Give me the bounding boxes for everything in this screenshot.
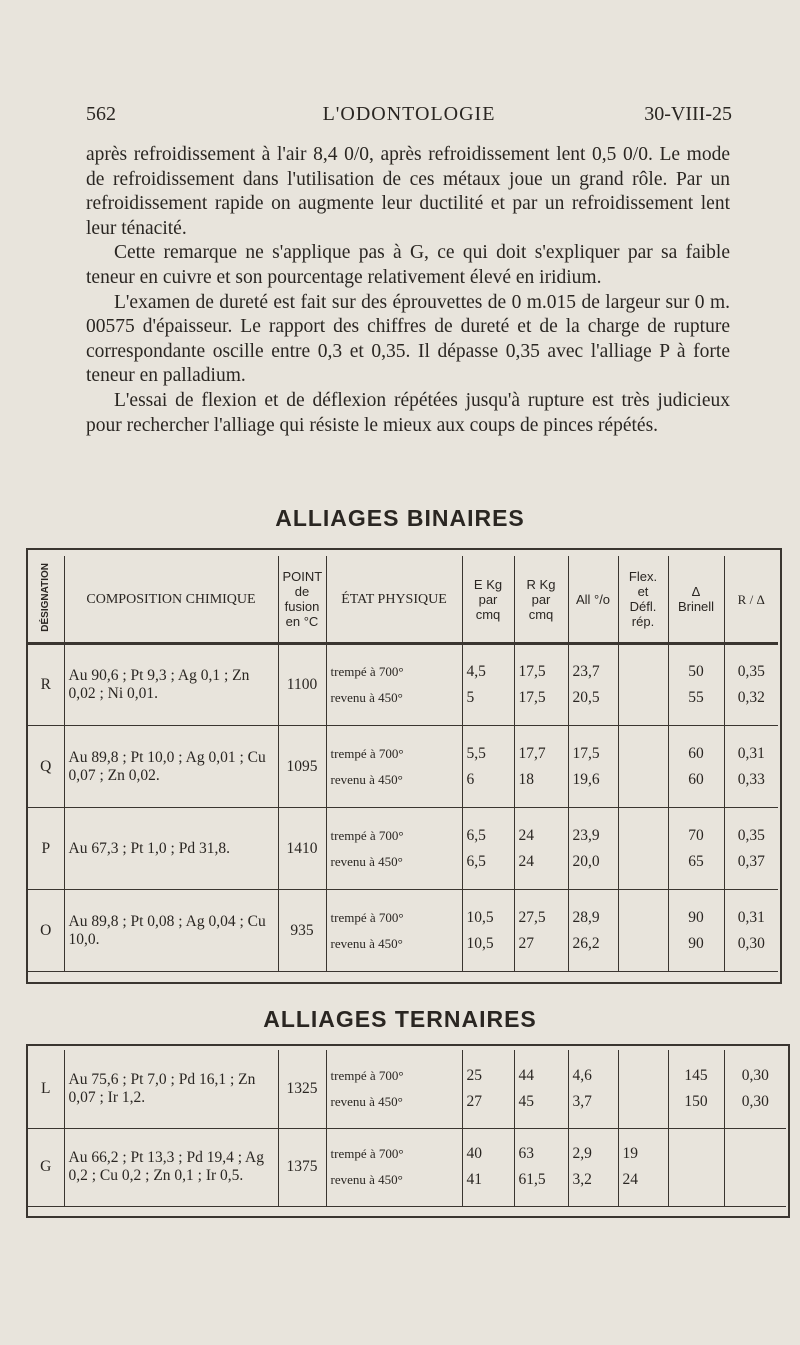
- brinell-cell-value: 55: [688, 689, 704, 706]
- e-cell: [462, 808, 514, 890]
- composition-cell: Au 75,6 ; Pt 7,0 ; Pd 16,1 ; Zn 0,07 ; Ir 1,2.: [64, 1050, 278, 1128]
- ratio-cell-value: 0,32: [737, 689, 765, 706]
- fusion-cell: 1375: [278, 1128, 326, 1206]
- all-cell-value: 4,6: [572, 1066, 592, 1084]
- header-etat: ÉTAT PHYSIQUE: [326, 556, 462, 644]
- flex-cell-value: [623, 905, 664, 931]
- table-row: [28, 808, 778, 890]
- header-r: R Kg par cmq: [514, 556, 568, 644]
- r-cell: [514, 1128, 568, 1206]
- header-ratio: R / Δ: [724, 556, 778, 644]
- etat-cell-value: trempé à 700°: [330, 827, 404, 843]
- etat-cell-value: revenu à 450°: [330, 935, 403, 951]
- ratio-cell-value: 0,30: [741, 1092, 769, 1110]
- header-all: All °/o: [568, 556, 618, 644]
- all-cell-value: 20,5: [572, 689, 600, 706]
- all-cell: [568, 890, 618, 972]
- etat-cell-value: revenu à 450°: [330, 853, 403, 869]
- designation-cell: R: [28, 644, 64, 726]
- ratio-cell-value: 0,35: [737, 826, 765, 844]
- e-cell-value: 40: [466, 1145, 482, 1162]
- designation-cell: O: [28, 890, 64, 972]
- e-cell-value: 6: [466, 770, 475, 788]
- flex-cell-value: [623, 685, 664, 711]
- brinell-cell-value: [673, 1167, 720, 1193]
- all-cell-value: 23,7: [572, 663, 600, 680]
- table-binaires: [28, 556, 778, 972]
- ratio-cell-value: 0,31: [737, 908, 765, 926]
- table-row: [28, 726, 778, 808]
- paragraph: L'essai de flexion et de déflexion répétées jusqu'à rupture est très judicieux pour rechercher l'alliage qui résiste le mieux aux coups de pinces répétés.: [86, 389, 730, 436]
- all-cell-value: 20,0: [572, 852, 600, 870]
- composition-cell: Au 67,3 ; Pt 1,0 ; Pd 31,8.: [64, 808, 278, 890]
- table-row: [28, 1050, 786, 1128]
- etat-cell: [326, 644, 462, 726]
- ratio-cell: [724, 890, 778, 972]
- r-cell-value: 24: [518, 852, 534, 870]
- issue-date: 30-VIII-25: [644, 103, 732, 125]
- all-cell: [568, 644, 618, 726]
- brinell-cell: [668, 644, 724, 726]
- body-text: [86, 143, 730, 438]
- all-cell: [568, 726, 618, 808]
- flex-cell-value: 19: [622, 1145, 638, 1162]
- brinell-cell-value: 90: [688, 934, 704, 952]
- e-cell-value: 6,5: [466, 826, 486, 844]
- e-cell: [462, 1128, 514, 1206]
- all-cell-value: 19,6: [572, 770, 600, 788]
- ratio-cell-value: 0,33: [737, 770, 765, 788]
- e-cell: [462, 644, 514, 726]
- brinell-cell-value: 60: [688, 770, 704, 788]
- header-fusion: POINT de fusion en °C: [278, 556, 326, 644]
- brinell-cell-value: 65: [688, 852, 704, 870]
- e-cell-value: 25: [466, 1066, 482, 1084]
- ratio-cell-value: 0,30: [741, 1066, 769, 1084]
- r-cell-value: 45: [518, 1092, 534, 1110]
- ratio-cell-value: 0,35: [737, 663, 765, 680]
- e-cell-value: 4,5: [466, 663, 486, 680]
- etat-cell-value: revenu à 450°: [330, 690, 403, 705]
- all-cell-value: 28,9: [572, 908, 600, 926]
- header-flex: Flex. et Défl. rép.: [618, 556, 668, 644]
- flex-cell-value: [623, 849, 664, 875]
- etat-cell-value: revenu à 450°: [330, 771, 403, 787]
- flex-cell-value: 24: [622, 1171, 638, 1188]
- all-cell: [568, 1128, 618, 1206]
- paragraph: après refroidissement à l'air 8,4 0/0, après refroidissement lent 0,5 0/0. Le mode de refroidissement dans l'utilisation de ces métaux joue un grand rôle. Par un refroidissement rapide on augmente leur ductilité et par un refroidissement lent leur ténacité.: [86, 144, 730, 239]
- all-cell-value: 3,7: [572, 1092, 592, 1110]
- ratio-cell-value: [729, 1167, 783, 1193]
- flex-cell: [618, 1050, 668, 1128]
- r-cell: [514, 808, 568, 890]
- brinell-cell-value: 150: [684, 1092, 708, 1110]
- fusion-cell: 1410: [278, 808, 326, 890]
- etat-cell: [326, 1050, 462, 1128]
- all-cell: [568, 808, 618, 890]
- section-title-ternaires: ALLIAGES TERNAIRES: [263, 1006, 537, 1032]
- ratio-cell: [724, 726, 778, 808]
- all-cell-value: 3,2: [572, 1171, 592, 1188]
- flex-cell: [618, 726, 668, 808]
- fusion-cell: 1095: [278, 726, 326, 808]
- flex-cell: [618, 808, 668, 890]
- e-cell-value: 5,5: [466, 744, 486, 762]
- e-cell-value: 6,5: [466, 852, 486, 870]
- header-e: E Kg par cmq: [462, 556, 514, 644]
- designation-cell: Q: [28, 726, 64, 808]
- ratio-cell: [724, 1050, 786, 1128]
- r-cell: [514, 890, 568, 972]
- etat-cell-value: revenu à 450°: [330, 1093, 403, 1109]
- designation-cell: P: [28, 808, 64, 890]
- all-cell-value: 26,2: [572, 934, 600, 952]
- flex-cell-value: [623, 659, 664, 685]
- brinell-cell-value: 145: [684, 1066, 708, 1084]
- etat-cell-value: trempé à 700°: [330, 1146, 404, 1161]
- r-cell-value: 61,5: [518, 1171, 546, 1188]
- table-row: [28, 890, 778, 972]
- composition-cell: Au 66,2 ; Pt 13,3 ; Pd 19,4 ; Ag 0,2 ; Cu 0,2 ; Zn 0,1 ; Ir 0,5.: [64, 1128, 278, 1206]
- e-cell: [462, 726, 514, 808]
- etat-cell-value: trempé à 700°: [330, 1067, 404, 1083]
- composition-cell: Au 89,8 ; Pt 10,0 ; Ag 0,01 ; Cu 0,07 ; Zn 0,02.: [64, 726, 278, 808]
- ratio-cell: [724, 644, 778, 726]
- ratio-cell-value: 0,37: [737, 852, 765, 870]
- section-title-binaires: ALLIAGES BINAIRES: [275, 505, 525, 531]
- flex-cell-value: [623, 823, 664, 849]
- r-cell: [514, 644, 568, 726]
- e-cell: [462, 890, 514, 972]
- e-cell: [462, 1050, 514, 1128]
- ratio-cell: [724, 1128, 786, 1206]
- e-cell-value: 5: [466, 689, 475, 706]
- composition-cell: Au 89,8 ; Pt 0,08 ; Ag 0,04 ; Cu 10,0.: [64, 890, 278, 972]
- etat-cell: [326, 1128, 462, 1206]
- etat-cell: [326, 726, 462, 808]
- r-cell-value: 27,5: [518, 908, 546, 926]
- all-cell-value: 2,9: [572, 1145, 592, 1162]
- brinell-cell-value: 90: [688, 908, 704, 926]
- etat-cell-value: trempé à 700°: [330, 745, 404, 761]
- e-cell-value: 10,5: [466, 908, 494, 926]
- r-cell: [514, 1050, 568, 1128]
- r-cell-value: 17,5: [518, 689, 546, 706]
- etat-cell-value: trempé à 700°: [330, 664, 404, 679]
- brinell-cell: [668, 890, 724, 972]
- ratio-cell-value: [729, 1141, 783, 1167]
- etat-cell-value: revenu à 450°: [330, 1172, 403, 1187]
- ratio-cell-value: 0,30: [737, 934, 765, 952]
- etat-cell: [326, 890, 462, 972]
- r-cell-value: 63: [518, 1145, 534, 1162]
- r-cell-value: 24: [518, 826, 534, 844]
- paragraph: Cette remarque ne s'applique pas à G, ce qui doit s'expliquer par sa faible teneur en cuivre et son pourcentage relativement élevé en iridium.: [86, 242, 730, 288]
- brinell-cell-value: 50: [688, 663, 704, 680]
- etat-cell: [326, 808, 462, 890]
- ratio-cell-value: 0,31: [737, 744, 765, 762]
- all-cell: [568, 1050, 618, 1128]
- composition-cell: Au 90,6 ; Pt 9,3 ; Ag 0,1 ; Zn 0,02 ; Ni 0,01.: [64, 644, 278, 726]
- flex-cell-value: [623, 767, 664, 793]
- fusion-cell: 1325: [278, 1050, 326, 1128]
- r-cell-value: 17,7: [518, 744, 546, 762]
- e-cell-value: 41: [466, 1171, 482, 1188]
- designation-cell: L: [28, 1050, 64, 1128]
- flex-cell: [618, 890, 668, 972]
- table-row: [28, 1128, 786, 1206]
- header-composition: COMPOSITION CHIMIQUE: [64, 556, 278, 644]
- table-header-row: [28, 556, 778, 644]
- paragraph: L'examen de dureté est fait sur des éprouvettes de 0 m.015 de largeur sur 0 m. 00575 d'épaisseur. Le rapport des chiffres de dureté et de la charge de rupture correspondante oscille entre 0,3 et 0,35. Il dépasse 0,35 avec l'alliage P à forte teneur en palladium.: [86, 291, 730, 387]
- r-cell-value: 27: [518, 934, 534, 952]
- flex-cell-value: [623, 1063, 664, 1089]
- page-number: 562: [86, 103, 116, 125]
- r-cell-value: 44: [518, 1066, 534, 1084]
- flex-cell-value: [623, 1089, 664, 1115]
- brinell-cell: [668, 808, 724, 890]
- journal-title: L'ODONTOLOGIE: [322, 103, 496, 125]
- table-ternaires: [28, 1050, 786, 1207]
- page-header: [86, 103, 732, 133]
- fusion-cell: 935: [278, 890, 326, 972]
- header-brinell: Δ Brinell: [668, 556, 724, 644]
- flex-cell-value: [623, 741, 664, 767]
- fusion-cell: 1100: [278, 644, 326, 726]
- r-cell-value: 17,5: [518, 663, 546, 680]
- brinell-cell-value: 60: [688, 744, 704, 762]
- all-cell-value: 23,9: [572, 826, 600, 844]
- header-designation: DÉSIGNATION: [28, 556, 64, 644]
- flex-cell: [618, 1128, 668, 1206]
- ratio-cell: [724, 808, 778, 890]
- etat-cell-value: trempé à 700°: [330, 909, 404, 925]
- e-cell-value: 10,5: [466, 934, 494, 952]
- brinell-cell: [668, 1128, 724, 1206]
- brinell-cell: [668, 726, 724, 808]
- flex-cell-value: [623, 931, 664, 957]
- brinell-cell-value: [673, 1141, 720, 1167]
- r-cell: [514, 726, 568, 808]
- brinell-cell-value: 70: [688, 826, 704, 844]
- flex-cell: [618, 644, 668, 726]
- all-cell-value: 17,5: [572, 744, 600, 762]
- r-cell-value: 18: [518, 770, 534, 788]
- brinell-cell: [668, 1050, 724, 1128]
- table-row: [28, 644, 778, 726]
- designation-cell: G: [28, 1128, 64, 1206]
- e-cell-value: 27: [466, 1092, 482, 1110]
